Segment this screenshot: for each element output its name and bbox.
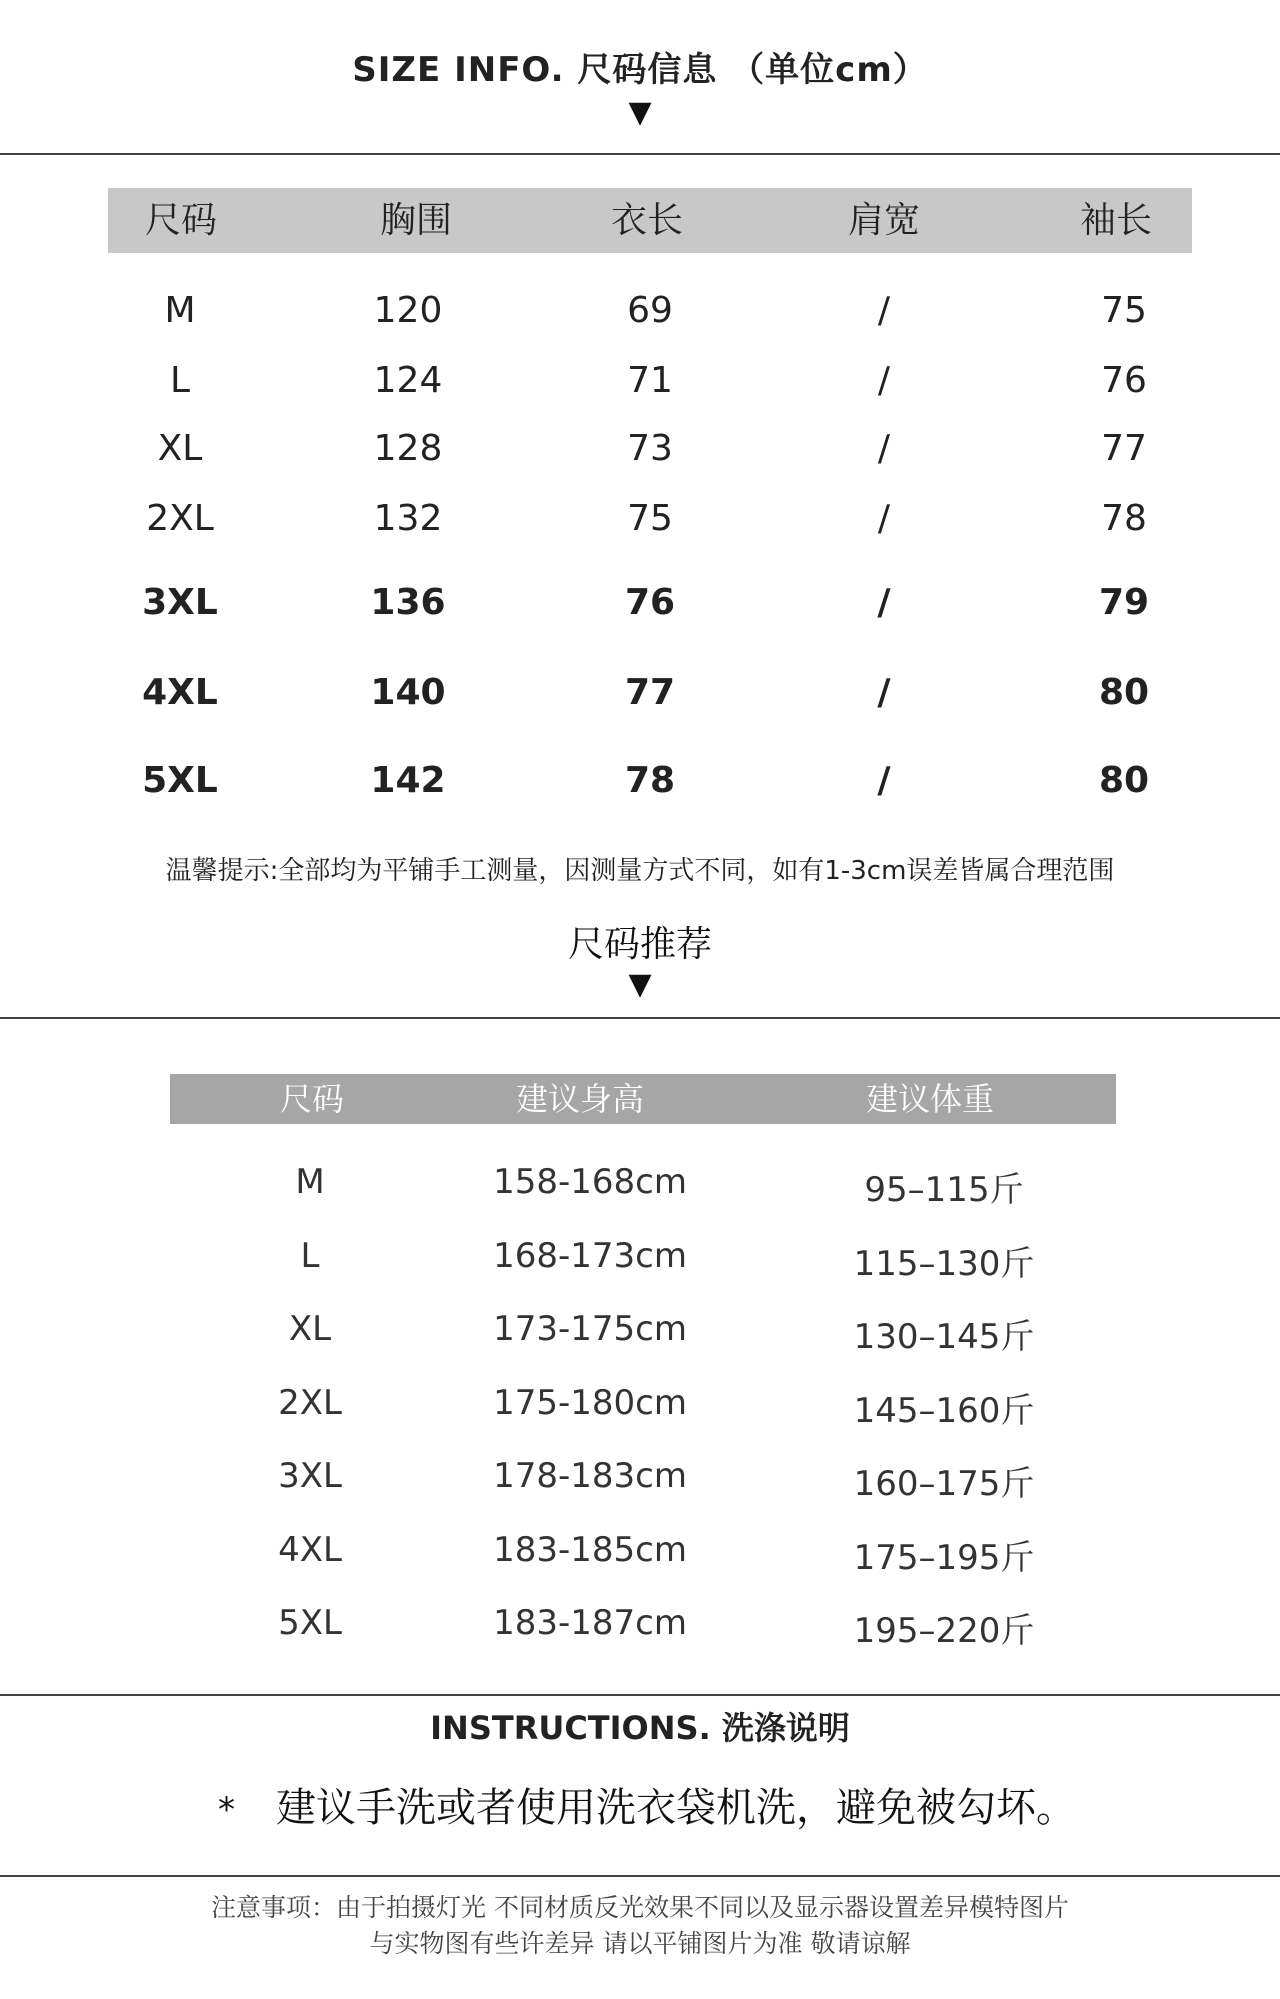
cell-height: 173-175cm: [493, 1309, 687, 1349]
cell-height: 183-187cm: [493, 1603, 687, 1643]
cell-size: 2XL: [146, 498, 214, 539]
size-info-title: SIZE INFO. 尺码信息 （单位cm）: [352, 50, 928, 90]
cell-chest: 124: [373, 360, 443, 401]
cell-weight: 175–195斤: [853, 1537, 1035, 1578]
cell-size: XL: [157, 428, 203, 469]
cell-size: 3XL: [142, 582, 218, 623]
cell-size: M: [164, 290, 196, 331]
cell-height: 178-183cm: [493, 1456, 687, 1496]
down-arrow-icon: ▼: [628, 95, 652, 130]
cell-sleeve: 78: [1101, 498, 1147, 539]
cell-size: M: [295, 1162, 325, 1202]
cell-size: L: [169, 360, 191, 401]
down-arrow-icon: ▼: [628, 967, 652, 1002]
divider: [0, 1694, 1280, 1696]
divider: [0, 1017, 1280, 1019]
cell-sleeve: 79: [1098, 582, 1150, 623]
header-sleeve: 袖长: [1079, 200, 1153, 241]
cell-length: 76: [624, 582, 676, 623]
cell-length: 69: [627, 290, 673, 331]
cell-weight: 160–175斤: [853, 1464, 1035, 1504]
cell-chest: 128: [373, 428, 443, 469]
cell-chest: 140: [370, 672, 446, 713]
cell-shoulder: /: [877, 428, 891, 469]
measurement-note: 温馨提示:全部均为平铺手工测量，因测量方式不同，如有1-3cm误差皆属合理范围: [165, 856, 1115, 886]
cell-shoulder: /: [877, 760, 891, 801]
cell-sleeve: 77: [1101, 428, 1147, 469]
footer-note-line-1: 注意事项：由于拍摄灯光 不同材质反光效果不同以及显示器设置差异模特图片: [211, 1893, 1069, 1922]
bullet-star: *: [218, 1790, 235, 1830]
cell-weight: 115–130斤: [853, 1243, 1035, 1284]
cell-weight: 145–160斤: [853, 1390, 1035, 1431]
header-chest: 胸围: [379, 200, 453, 241]
cell-size: 3XL: [278, 1456, 342, 1496]
cell-shoulder: /: [877, 360, 891, 401]
cell-size: L: [300, 1235, 320, 1276]
cell-height: 158-168cm: [493, 1162, 687, 1202]
instructions-text: 建议手洗或者使用洗衣袋机洗，避免被勾坏。: [276, 1785, 1076, 1831]
cell-size: 5XL: [142, 760, 218, 801]
cell-size: 5XL: [278, 1603, 342, 1643]
cell-chest: 136: [370, 582, 446, 623]
cell-size: 2XL: [278, 1382, 342, 1423]
cell-size: 4XL: [142, 672, 218, 713]
cell-shoulder: /: [877, 290, 891, 331]
cell-chest: 132: [373, 498, 443, 539]
header-size: 尺码: [144, 200, 218, 241]
divider: [0, 1875, 1280, 1877]
cell-weight: 195–220斤: [853, 1611, 1035, 1651]
cell-sleeve: 80: [1098, 760, 1150, 801]
header-size: 尺码: [279, 1080, 345, 1118]
cell-height: 175-180cm: [493, 1382, 687, 1423]
cell-shoulder: /: [877, 582, 891, 623]
cell-length: 73: [627, 428, 673, 469]
header-height: 建议身高: [515, 1080, 645, 1118]
cell-height: 183-185cm: [493, 1529, 687, 1570]
header-weight: 建议体重: [865, 1080, 995, 1118]
cell-length: 78: [624, 760, 676, 801]
cell-length: 71: [627, 360, 673, 401]
cell-size: XL: [288, 1309, 332, 1349]
cell-size: 4XL: [278, 1529, 342, 1570]
cell-chest: 142: [370, 760, 446, 801]
cell-length: 77: [624, 672, 676, 713]
recommend-title: 尺码推荐: [567, 924, 712, 965]
header-shoulder: 肩宽: [847, 200, 921, 241]
header-length: 衣长: [610, 200, 684, 241]
instructions-title: INSTRUCTIONS. 洗涤说明: [430, 1709, 850, 1747]
cell-shoulder: /: [877, 672, 891, 713]
cell-sleeve: 80: [1098, 672, 1150, 713]
cell-length: 75: [627, 498, 673, 539]
size-table-header: [108, 188, 1192, 253]
recommend-table-header: [170, 1074, 1116, 1124]
cell-height: 168-173cm: [493, 1235, 687, 1276]
cell-shoulder: /: [877, 498, 891, 539]
cell-sleeve: 76: [1101, 360, 1147, 401]
cell-sleeve: 75: [1101, 290, 1147, 331]
footer-note-line-2: 与实物图有些许差异 请以平铺图片为准 敬请谅解: [369, 1929, 911, 1958]
divider: [0, 153, 1280, 155]
cell-weight: 130–145斤: [853, 1317, 1035, 1357]
cell-chest: 120: [373, 290, 443, 331]
cell-weight: 95–115斤: [864, 1170, 1024, 1210]
